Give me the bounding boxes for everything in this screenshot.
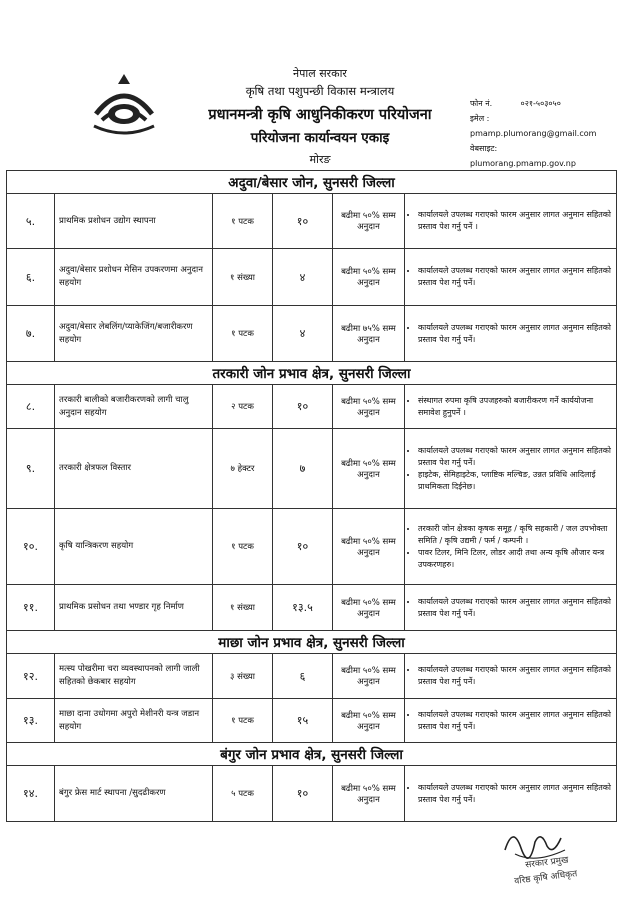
condition-item: • तरकारी जोन क्षेत्रका कृषक समूह / कृषि सहकारी / जल उपभोक्ता समिति / कृषि उद्यमी / फर्म / कम्पनी । xyxy=(418,523,612,547)
grant-rate: बढीमा ५०% सम्म अनुदान xyxy=(333,429,405,509)
ministry-name: कृषि तथा पशुपन्छी विकास मन्त्रालय xyxy=(245,84,395,98)
grant-rate: बढीमा ५०% सम्म अनुदान xyxy=(333,699,405,743)
district-name: मोरङ xyxy=(309,153,331,166)
website-line xyxy=(470,141,626,171)
activity-name: प्राथमिक प्रशोधन उद्योग स्थापना xyxy=(55,194,213,249)
condition-item: • कार्यालयले उपलब्ध गराएको फारम अनुसार लागत अनुमान सहितको प्रस्ताव पेश गर्नु पर्ने। xyxy=(418,445,612,469)
phone-label: फोन नं. xyxy=(470,99,493,108)
project-name: प्रधानमन्त्री कृषि आधुनिकीकरण परियोजना xyxy=(208,107,432,123)
unit: २ पटक xyxy=(213,385,273,429)
section-header xyxy=(7,631,617,654)
website-label: वेबसाइट: xyxy=(470,144,498,153)
table-row xyxy=(7,194,617,249)
section-title: बंगुर जोन प्रभाव क्षेत्र, सुनसरी जिल्ला xyxy=(7,743,617,766)
unit: १ पटक xyxy=(213,306,273,362)
conditions xyxy=(405,654,617,699)
email-address[interactable]: pmamp.plumorang@gmail.com xyxy=(470,129,597,138)
serial-number: १२. xyxy=(7,654,55,699)
table-row xyxy=(7,766,617,822)
website-url[interactable]: plumorang.pmamp.gov.np xyxy=(470,159,576,168)
activity-name: बंगुर फ्रेस मार्ट स्थापना /सुदढीकरण xyxy=(55,766,213,822)
contact-info xyxy=(470,96,626,171)
serial-number: ६. xyxy=(7,249,55,306)
condition-item: • कार्यालयले उपलब्ध गराएको फारम अनुसार लागत अनुमान सहितको प्रस्ताव पेश गर्नु पर्ने। xyxy=(418,664,612,688)
stamp-line: सरकार प्रमुख xyxy=(524,855,570,871)
serial-number: ८. xyxy=(7,385,55,429)
phone-line xyxy=(470,96,626,111)
condition-item: • कार्यालयले उपलब्ध गराएको फारम अनुसार लागत अनुमान सहितको प्रस्ताव पेश गर्नु पर्ने। xyxy=(418,265,612,289)
serial-number: १४. xyxy=(7,766,55,822)
condition-item: • कार्यालयले उपलब्ध गराएको फारम अनुसार लागत अनुमान सहितको प्रस्ताव पेश गर्नु पर्ने। xyxy=(418,782,612,806)
activity-name: तरकारी बालीको बजारीकरणको लागी चालु अनुदान सहयोग xyxy=(55,385,213,429)
unit: ५ पटक xyxy=(213,766,273,822)
unit: ३ संख्या xyxy=(213,654,273,699)
grant-rate: बढीमा ५०% सम्म अनुदान xyxy=(333,249,405,306)
condition-item: • कार्यालयले उपलब्ध गराएको फारम अनुसार लागत अनुमान सहितको प्रस्ताव पेश गर्नु पर्ने । xyxy=(418,209,612,233)
table-row xyxy=(7,654,617,699)
grant-rate: बढीमा ५०% सम्म अनुदान xyxy=(333,385,405,429)
email-line xyxy=(470,111,626,141)
serial-number: ११. xyxy=(7,585,55,631)
quantity: ६ xyxy=(273,654,333,699)
table-row xyxy=(7,429,617,509)
serial-number: ५. xyxy=(7,194,55,249)
condition-item: • संस्थागत रुपमा कृषि उपजहरुको बजारीकरण गर्ने कार्ययोजना समावेश हुनुपर्ने । xyxy=(418,395,612,419)
grant-rate: बढीमा ५०% सम्म अनुदान xyxy=(333,194,405,249)
serial-number: ७. xyxy=(7,306,55,362)
conditions xyxy=(405,306,617,362)
grant-rate: बढीमा ५०% सम्म अनुदान xyxy=(333,509,405,585)
table-row xyxy=(7,585,617,631)
quantity: ७ xyxy=(273,429,333,509)
quantity: १० xyxy=(273,194,333,249)
table-row xyxy=(7,509,617,585)
table-row xyxy=(7,385,617,429)
government-name: नेपाल सरकार xyxy=(293,67,347,80)
quantity: १० xyxy=(273,766,333,822)
conditions xyxy=(405,385,617,429)
stamp-line: वरिष्ठ कृषि अधिकृत xyxy=(513,869,578,887)
unit: १ संख्या xyxy=(213,585,273,631)
email-label: इमेल : xyxy=(470,114,490,123)
activity-name: प्राथमिक प्रसोधन तथा भण्डार गृह निर्माण xyxy=(55,585,213,631)
unit: ७ हेक्टर xyxy=(213,429,273,509)
section-title: अदुवा/बेसार जोन, सुनसरी जिल्ला xyxy=(7,171,617,194)
condition-item: • कार्यालयले उपलब्ध गराएको फारम अनुसार लागत अनुमान सहितको प्रस्ताव पेश गर्नु पर्ने। xyxy=(418,709,612,733)
activity-name: कृषि यान्त्रिकरण सहयोग xyxy=(55,509,213,585)
quantity: १५ xyxy=(273,699,333,743)
quantity: १३.५ xyxy=(273,585,333,631)
unit-name: परियोजना कार्यान्वयन एकाइ xyxy=(250,130,390,146)
conditions xyxy=(405,699,617,743)
activity-name: माछा दाना उधोगमा अपुरो मेशीनरी यन्त्र जडान सहयोग xyxy=(55,699,213,743)
nepal-government-emblem-icon xyxy=(88,70,160,142)
serial-number: १३. xyxy=(7,699,55,743)
activity-name: तरकारी क्षेत्रफल विस्तार xyxy=(55,429,213,509)
activity-name: अदुवा/बेसार लेबलिंग/प्याकेजिंग/बजारीकरण सहयोग xyxy=(55,306,213,362)
condition-item: • कार्यालयले उपलब्ध गराएको फारम अनुसार लागत अनुमान सहितको प्रस्ताव पेश गर्नु पर्ने। xyxy=(418,596,612,620)
table-row xyxy=(7,699,617,743)
section-header xyxy=(7,362,617,385)
conditions xyxy=(405,509,617,585)
phone-number: ०२१-५०३०५० xyxy=(520,99,561,108)
activity-name: मत्स्य पोखरीमा चरा व्यवस्थापनको लागी जाली सहितको छेकबार सहयोग xyxy=(55,654,213,699)
grant-rate: बढीमा ५०% सम्म अनुदान xyxy=(333,585,405,631)
activity-name: अदुवा/बेसार प्रशोधन मेसिन उपकरणमा अनुदान सहयोग xyxy=(55,249,213,306)
conditions xyxy=(405,766,617,822)
table-row xyxy=(7,306,617,362)
unit: १ पटक xyxy=(213,509,273,585)
grant-rate: बढीमा ७५% सम्म अनुदान xyxy=(333,306,405,362)
quantity: ४ xyxy=(273,306,333,362)
unit: १ पटक xyxy=(213,699,273,743)
section-header xyxy=(7,171,617,194)
grant-rate: बढीमा ५०% सम्म अनुदान xyxy=(333,766,405,822)
section-header xyxy=(7,743,617,766)
unit: १ पटक xyxy=(213,194,273,249)
serial-number: ९. xyxy=(7,429,55,509)
unit: १ संख्या xyxy=(213,249,273,306)
quantity: ४ xyxy=(273,249,333,306)
condition-item: • हाइटेक, सेमिहाइटेक, प्लाष्टिक मल्चिङ, उन्नत प्रविधि आदिलाई प्राथमिकता दिईनेछ। xyxy=(418,469,612,493)
serial-number: १०. xyxy=(7,509,55,585)
quantity: १० xyxy=(273,509,333,585)
table-row xyxy=(7,249,617,306)
condition-item: • पावर टिलर, मिनि टिलर, लोडर आदी तथा अन्य कृषि औजार यन्त्र उपकरणहरु। xyxy=(418,547,612,571)
grant-rate: बढीमा ५०% सम्म अनुदान xyxy=(333,654,405,699)
conditions xyxy=(405,429,617,509)
conditions xyxy=(405,585,617,631)
program-table xyxy=(6,170,617,822)
quantity: १० xyxy=(273,385,333,429)
section-title: तरकारी जोन प्रभाव क्षेत्र, सुनसरी जिल्ला xyxy=(7,362,617,385)
conditions xyxy=(405,194,617,249)
condition-item: • कार्यालयले उपलब्ध गराएको फारम अनुसार लागत अनुमान सहितको प्रस्ताव पेश गर्नु पर्ने। xyxy=(418,322,612,346)
section-title: माछा जोन प्रभाव क्षेत्र, सुनसरी जिल्ला xyxy=(7,631,617,654)
conditions xyxy=(405,249,617,306)
